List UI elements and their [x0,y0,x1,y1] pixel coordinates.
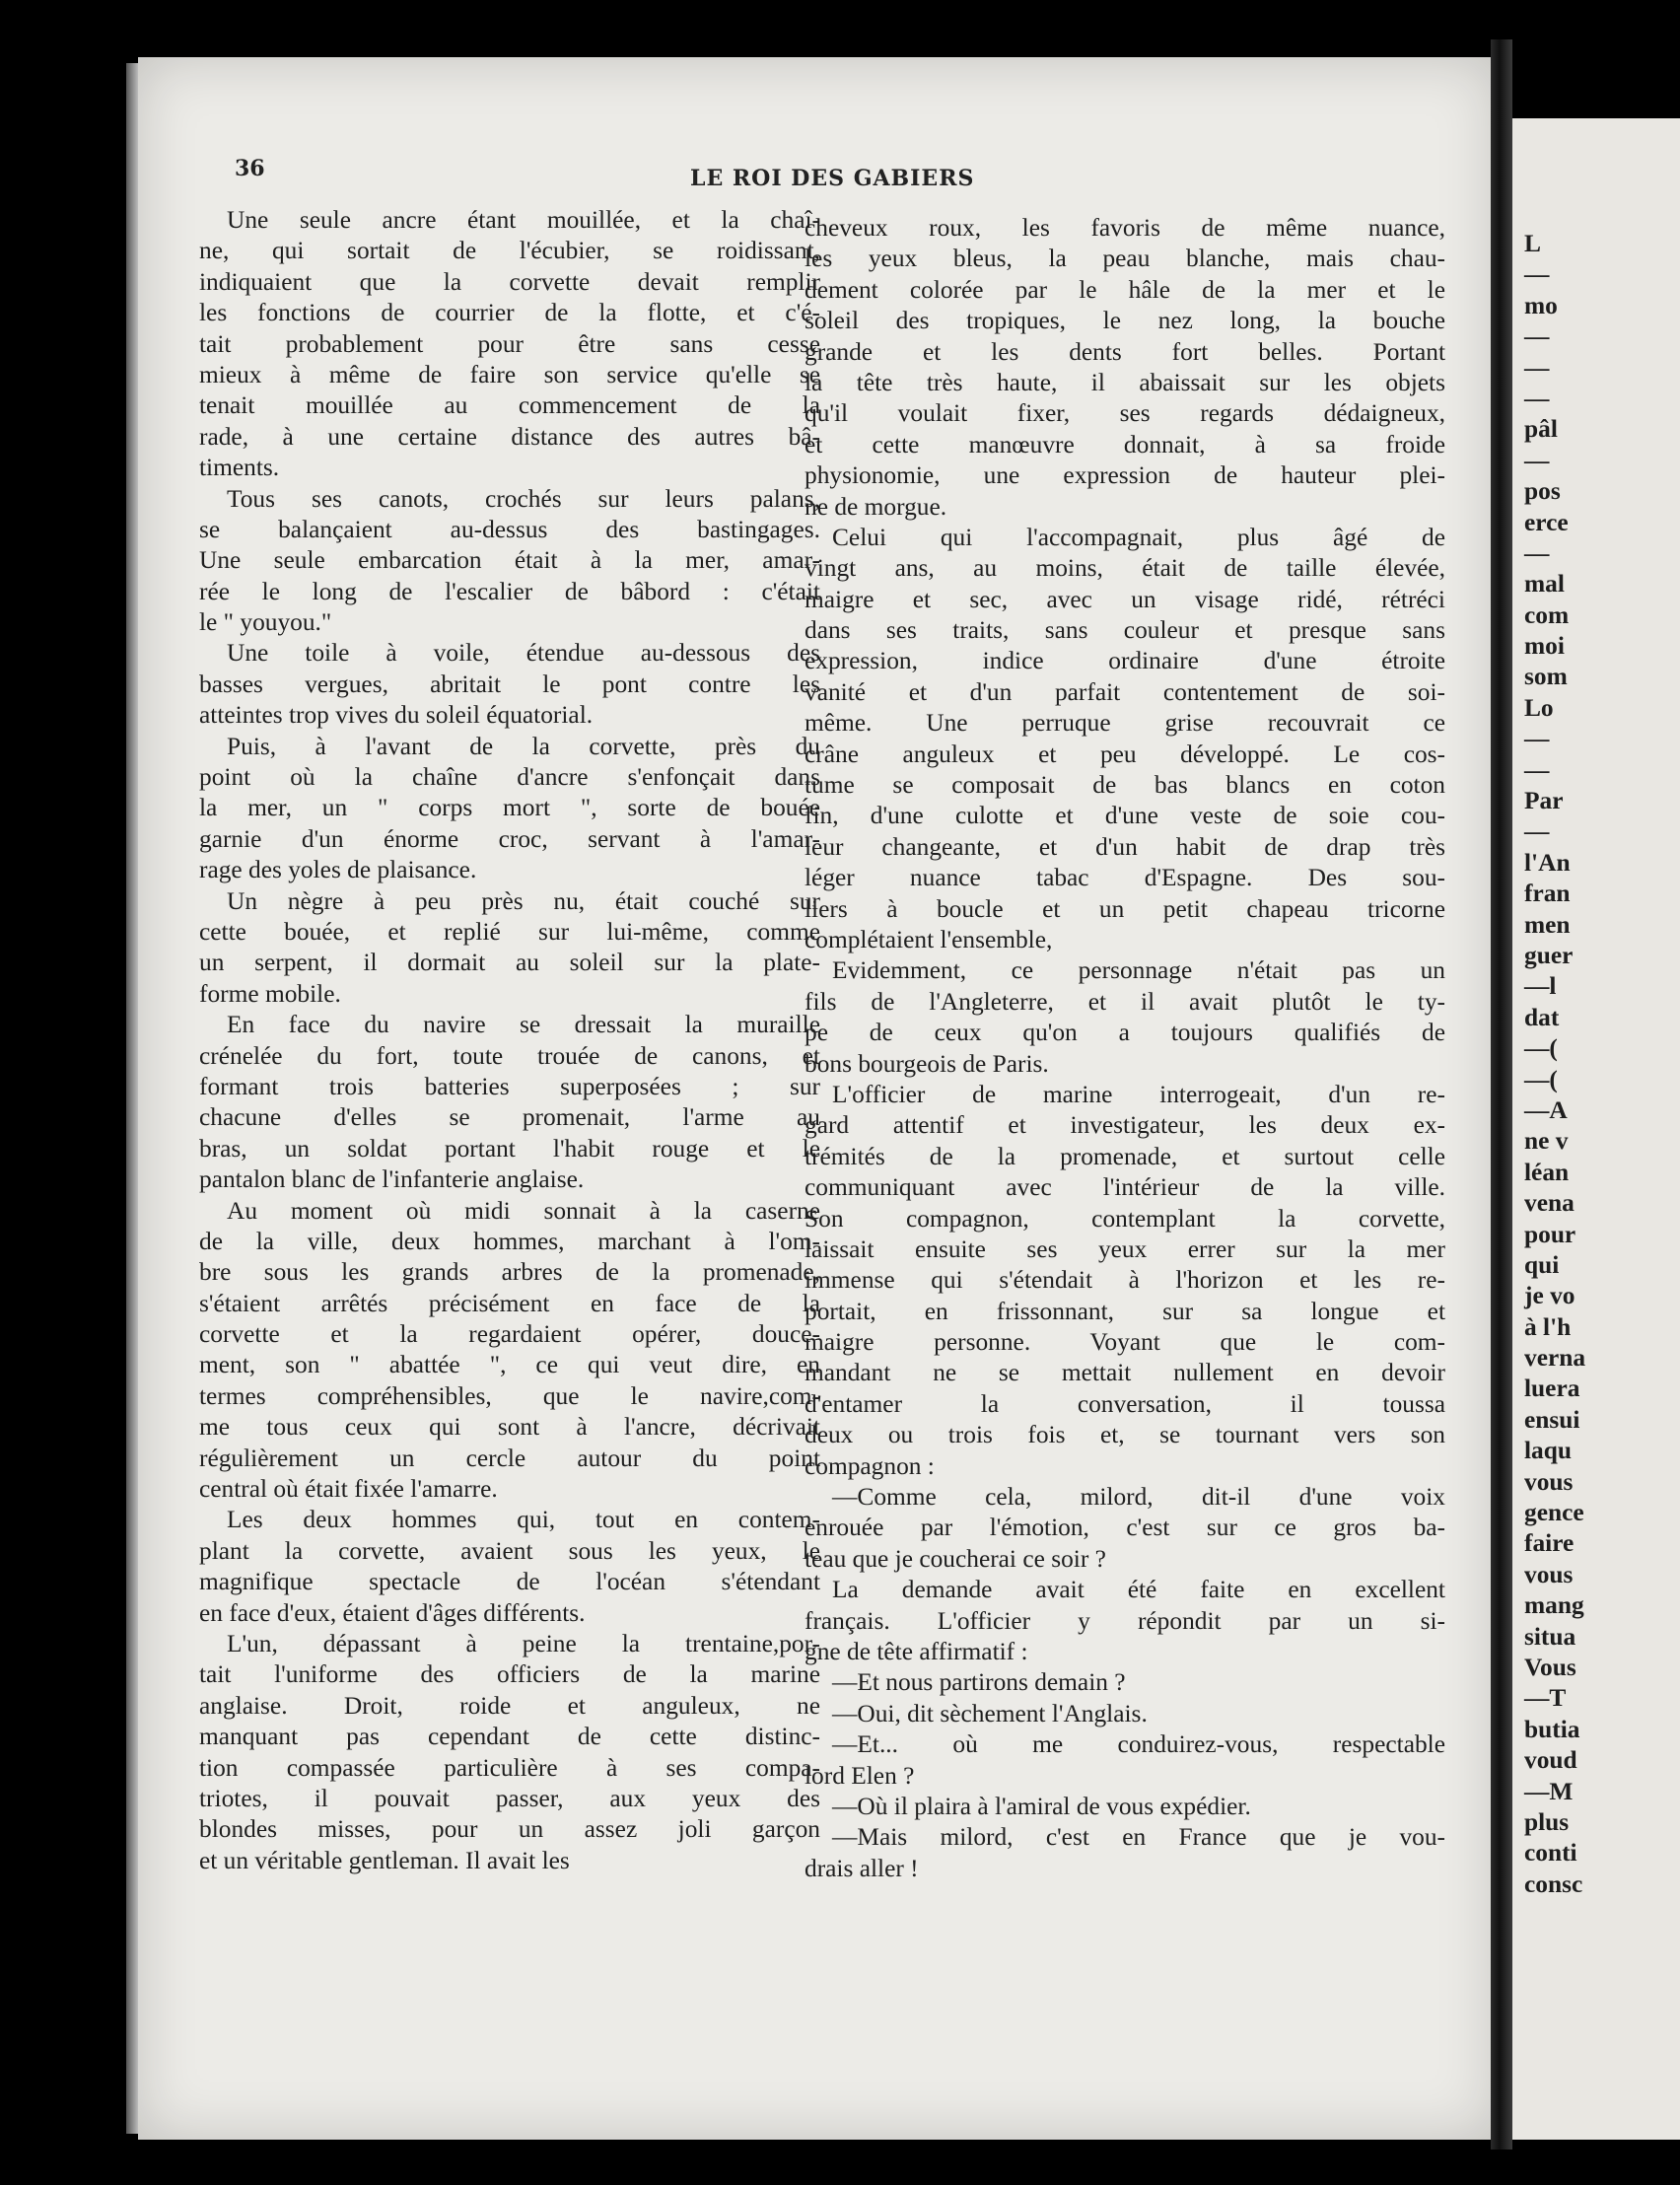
facing-page-fragment-line: consc [1524,1869,1583,1898]
facing-page-fragment-line: dat [1524,1003,1560,1031]
text-line: immense qui s'étendait à l'horizon et les re- [805,1266,1445,1295]
facing-page-fragment-line: — [1524,538,1550,567]
text-line: communiquant avec l'intérieur de la ville. [805,1173,1445,1202]
text-line: Celui qui l'accompagnait, plus âgé de [832,523,1445,551]
facing-page-fragment-line: — [1524,755,1550,784]
text-line: liers à boucle et un petit chapeau tricorne [805,894,1445,923]
facing-page-fragment-line: — [1524,384,1550,412]
text-line: cette bouée, et replié sur lui-même, comme [199,917,820,946]
facing-page-fragment-line: qui [1524,1250,1560,1279]
text-line: en face d'eux, étaient d'âges différents. [199,1598,586,1627]
text-line: portait, en frissonnant, sur sa longue et [805,1297,1445,1325]
facing-page-fragment-line: fran [1524,880,1571,908]
book-gutter [1491,39,1512,2150]
text-line: tume se composait de bas blancs en coton [805,771,1445,800]
text-line: central où était fixée l'amarre. [199,1475,498,1504]
text-line: Tous ses canots, crochés sur leurs palans, [227,484,820,513]
facing-page-fragment-line: plus [1524,1807,1570,1836]
text-line: fin, d'une culotte et d'une veste de soie cou- [805,802,1445,830]
text-line: français. L'officier y répondit par un si- [805,1606,1445,1635]
text-line: vingt ans, au moins, était de taille élevée, [805,554,1445,583]
text-line: tait probablement pour être sans cesse [199,329,820,358]
facing-page-fragment-line: ensui [1524,1405,1580,1434]
facing-page-fragment-line: Par [1524,787,1564,815]
text-line: L'un, dépassant à peine la trentaine,por- [227,1629,820,1657]
facing-page-fragment-line: — [1524,322,1550,351]
text-line: bons bourgeois de Paris. [805,1049,1049,1078]
facing-page-fragment-line: L [1524,230,1541,257]
text-line: et un véritable gentleman. Il avait les [199,1846,570,1874]
text-line: tait l'uniforme des officiers de la marine [199,1660,820,1689]
text-column-right [805,213,1445,1884]
facing-page-fragment-line: mang [1524,1591,1584,1620]
text-line: maigre personne. Voyant que le com- [805,1328,1445,1357]
text-column-left [199,205,820,1876]
text-line: corvette et la regardaient opérer, douce- [199,1320,820,1349]
text-line: tenait mouillée au commencement de la [199,391,820,420]
text-line: fils de l'Angleterre, et il avait plutôt le ty- [805,987,1445,1016]
text-line: de la ville, deux hommes, marchant à l'om- [199,1227,820,1255]
book-page [138,57,1497,2140]
text-line: Puis, à l'avant de la corvette, près du [227,732,820,760]
facing-page-fragment-line: — [1524,817,1550,846]
text-line: ment, son " abattée ", ce qui veut dire, en [199,1351,820,1379]
facing-page-fragment-line: vous [1524,1560,1574,1588]
facing-page-fragment-line: faire [1524,1529,1575,1558]
text-line: magnifique spectacle de l'océan s'étendant [199,1568,820,1596]
text-line: Une seule ancre étant mouillée, et la chaî- [227,206,820,234]
text-line: physionomie, une expression de hauteur plei- [805,461,1445,490]
page-number: 36 [235,156,265,181]
text-line: crâne anguleux et peu développé. Le cos- [805,740,1445,768]
text-line: bre sous les grands arbres de la promenade, [199,1258,820,1287]
text-line: manquant pas cependant de cette distinc- [199,1723,820,1751]
text-line: la tête très haute, il abaissait sur les objets [805,368,1445,396]
text-line: plant la corvette, avaient sous les yeux, le [199,1536,820,1565]
text-line: —Et nous partirons demain ? [832,1668,1126,1697]
text-line: régulièrement un cercle autour du point [199,1444,820,1472]
facing-page-fragment-line: —( [1524,1034,1558,1063]
running-head [138,156,1497,195]
text-line: termes compréhensibles, que le navire,com- [199,1381,820,1410]
facing-page-fragment-line: guer [1524,941,1574,969]
text-line: expression, indice ordinaire d'une étroite [805,647,1445,675]
text-line: cheveux roux, les favoris de même nuance, [805,214,1445,242]
text-line: pantalon blanc de l'infanterie anglaise. [199,1165,585,1194]
text-line: —Où il plaira à l'amiral de vous expédier. [832,1792,1251,1820]
facing-page-fragment-line: l'An [1524,848,1571,877]
text-line: les yeux bleus, la peau blanche, mais chau- [805,245,1445,273]
text-line: grande et les dents fort belles. Portant [805,337,1445,366]
text-line: me tous ceux qui sont à l'ancre, décrivait [199,1413,820,1442]
facing-page-fragment-line: mal [1524,570,1565,599]
text-line: —Oui, dit sèchement l'Anglais. [832,1699,1148,1727]
text-line: laissait ensuite ses yeux errer sur la mer [805,1234,1445,1263]
text-line: L'officier de marine interrogeait, d'un re- [832,1080,1445,1108]
facing-page-fragment-line: —( [1524,1065,1558,1093]
facing-page-fragment-line: men [1524,910,1571,939]
facing-page-fragment-line: som [1524,663,1568,691]
facing-page-fragment-line: luera [1524,1374,1580,1403]
facing-page-text [1524,229,1585,1900]
facing-page-fragment-line: vous [1524,1467,1574,1496]
text-line: deux ou trois fois et, se tournant vers son [805,1421,1445,1449]
text-line: Une toile à voile, étendue au-dessous des [227,639,820,668]
text-line: complétaient l'ensemble, [805,925,1053,953]
text-line: ne de morgue. [805,492,947,521]
text-line: gard attentif et investigateur, les deux ex- [805,1111,1445,1140]
facing-page-fragment-line: —T [1524,1684,1567,1713]
facing-page-fragment-line: —A [1524,1095,1568,1124]
facing-page-fragment-line: Lo [1524,693,1554,722]
text-line: s'étaient arrêtés précisément en face de la [199,1289,820,1317]
text-line: chacune d'elles se promenait, l'arme au [199,1103,820,1132]
text-line: triotes, il pouvait passer, aux yeux des [199,1784,820,1812]
text-line: drais aller ! [805,1854,919,1882]
text-line: Son compagnon, contemplant la corvette, [805,1204,1445,1233]
text-line: trémités de la promenade, et surtout celle [805,1142,1445,1170]
facing-page-fragment-line: — [1524,446,1550,474]
text-line: qu'il voulait fixer, ses regards dédaigneux, [805,399,1445,428]
text-line: Au moment où midi sonnait à la caserne [227,1196,820,1225]
facing-page-fragment-line: à l'h [1524,1312,1572,1341]
facing-page-fragment-line: verna [1524,1344,1586,1373]
text-line: Un nègre à peu près nu, était couché sur [227,886,820,915]
text-line: indiquaient que la corvette devait remplir [199,267,820,296]
facing-page-fragment-line: pour [1524,1220,1576,1248]
text-line: la mer, un " corps mort ", sorte de bouée [199,794,820,822]
facing-page-fragment-line: com [1524,600,1570,629]
text-line: basses vergues, abritait le pont contre les [199,670,820,698]
text-line: mieux à même de faire son service qu'elle se [199,360,820,388]
text-line: Une seule embarcation était à la mer, amar- [199,546,820,575]
facing-page-fragment-line: — [1524,353,1550,382]
facing-page-fragment-line: erce [1524,508,1569,536]
text-line: et cette manœuvre donnait, à sa froide [805,430,1445,458]
text-line: enrouée par l'émotion, c'est sur ce gros ba- [805,1514,1445,1542]
text-line: —Mais milord, c'est en France que je vou- [832,1823,1445,1852]
facing-page-fragment-line: — [1524,725,1550,753]
facing-page-fragment-line: butia [1524,1715,1580,1743]
text-line: un serpent, il dormait au soleil sur la plate- [199,949,820,977]
text-line: leur changeante, et d'un habit de drap très [805,832,1445,861]
text-line: mandant ne se mettait nullement en devoir [805,1359,1445,1387]
facing-page-fragment-line: pâl [1524,415,1558,444]
facing-page-fragment-line: Vous [1524,1653,1576,1681]
text-line: dans ses traits, sans couleur et presque sans [805,616,1445,645]
facing-page-fragment-line: situa [1524,1622,1576,1651]
text-line: le " youyou." [199,608,332,637]
text-line: blondes misses, pour un assez joli garçon [199,1815,820,1844]
text-line: maigre et sec, avec un visage ridé, rétréci [805,585,1445,613]
facing-page-fragment-line: ne v [1524,1127,1569,1156]
text-line: soleil des tropiques, le nez long, la bouche [805,307,1445,335]
text-line: se balançaient au-dessus des bastingages. [199,515,820,543]
text-line: Evidemment, ce personnage n'était pas un [832,956,1445,985]
text-line: rage des yoles de plaisance. [199,856,477,884]
facing-page-fragment-line: gence [1524,1499,1584,1527]
text-line: lord Elen ? [805,1761,915,1790]
text-line: crénelée du fort, toute trouée de canons, et [199,1041,820,1070]
text-line: rade, à une certaine distance des autres bâ- [199,422,820,451]
text-line: tion compassée particulière à ses compa- [199,1753,820,1782]
text-line: atteintes trop vives du soleil équatorial. [199,701,594,730]
text-line: d'entamer la conversation, il toussa [805,1389,1445,1418]
text-line: gne de tête affirmatif : [805,1637,1028,1665]
text-line: En face du navire se dressait la muraille [227,1011,820,1039]
text-line: bras, un soldat portant l'habit rouge et le [199,1134,820,1163]
text-line: garnie d'un énorme croc, servant à l'amar- [199,824,820,853]
facing-page-fragment-line: laqu [1524,1437,1572,1465]
text-line: Les deux hommes qui, tout en contem- [227,1506,820,1534]
text-line: La demande avait été faite en excellent [832,1576,1445,1604]
text-line: timents. [199,454,280,482]
text-line: ne, qui sortait de l'écubier, se roidissant, [199,237,820,265]
facing-page-fragment-line: voud [1524,1746,1577,1775]
text-line: compagnon : [805,1451,935,1480]
text-line: dement colorée par le hâle de la mer et le [805,275,1445,304]
text-line: anglaise. Droit, roide et anguleux, ne [199,1691,820,1720]
text-line: point où la chaîne d'ancre s'enfonçait dans [199,763,820,792]
facing-page-fragment-line: moi [1524,632,1565,661]
facing-page-fragment-line: conti [1524,1839,1577,1868]
text-line: léger nuance tabac d'Espagne. Des sou- [805,864,1445,892]
text-line: teau que je coucherai ce soir ? [805,1544,1106,1573]
facing-page-fragment-line: je vo [1524,1282,1575,1310]
facing-page-fragment-line: — [1524,260,1550,289]
facing-page-fragment-line: léan [1524,1158,1570,1186]
text-line: —Et... où me conduirez-vous, respectable [832,1730,1445,1759]
text-line: formant trois batteries superposées ; sur [199,1072,820,1100]
text-line: les fonctions de courrier de la flotte, et c'é- [199,299,820,327]
text-line: forme mobile. [199,979,341,1008]
facing-page-fragment-line: —l [1524,972,1557,1001]
text-line: —Comme cela, milord, dit-il d'une voix [832,1483,1445,1512]
text-line: rée le long de l'escalier de bâbord : c'était [199,577,820,605]
facing-page-fragment-line: —M [1524,1777,1574,1805]
text-line: vanité et d'un parfait contentement de soi- [805,677,1445,706]
running-title: LE ROI DES GABIERS [690,166,975,191]
text-line: même. Une perruque grise recouvrait ce [805,709,1445,738]
facing-page-fragment-line: mo [1524,291,1558,319]
facing-page-fragment-line: pos [1524,477,1561,506]
facing-page-fragment [1512,118,1680,2140]
text-line: pe de ceux qu'on a toujours qualifiés de [805,1019,1445,1047]
facing-page-fragment-line: vena [1524,1189,1575,1218]
